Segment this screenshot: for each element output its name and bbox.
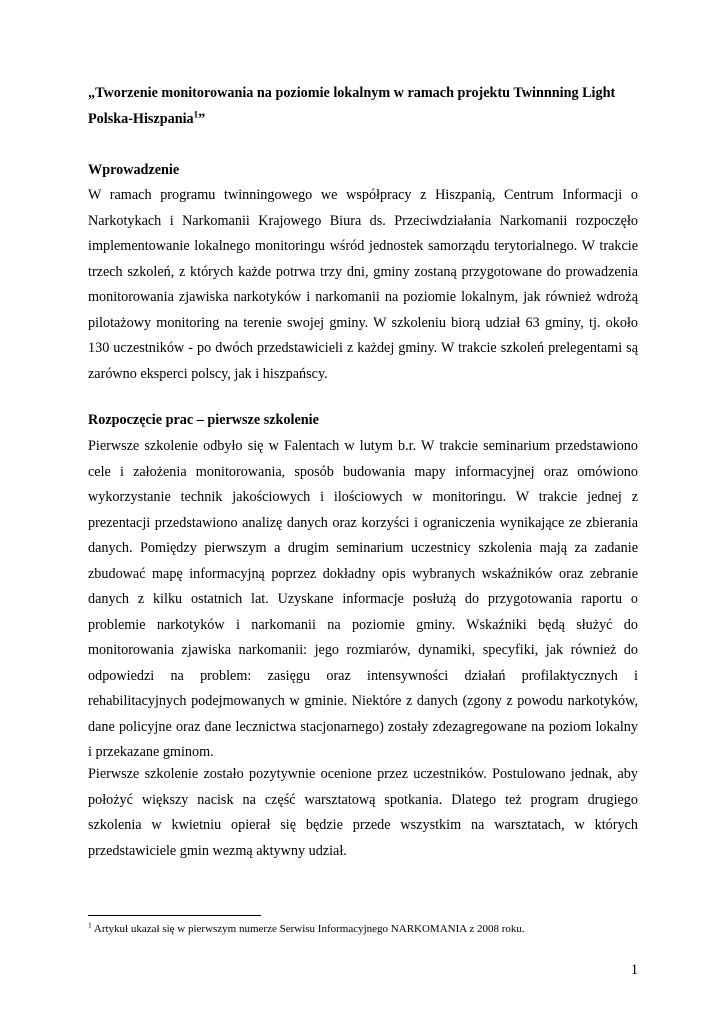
paragraph-evaluation: Pierwsze szkolenie zostało pozytywnie ocenione przez uczestników. Postulowano jednak, aby położyć większy nacisk na część warsztatową spotkania. Dlatego też program drugiego szkolenia w kwietniu opierał się będzie przede wszystkim na warsztatach, w których przedstawiciele gmin wezmą aktywny udział.: [88, 766, 638, 859]
title-footnote-ref[interactable]: 1: [193, 108, 199, 119]
paragraph-introduction: W ramach programu twinningowego we współpracy z Hiszpanią, Centrum Informacji o Narkotykach i Narkomanii Krajowego Biura ds. Przeciwdziałania Narkomanii rozpoczęło implementowanie lokalnego monitoringu wśród jednostek samorządu terytorialnego. W trakcie trzech szkoleń, z których każde potrwa trzy dni, gminy zostaną przygotowane do prowadzenia monitorowania zjawiska narkotyków i narkomanii na poziomie lokalnym, jak również wdrożą pilotażowy monitoring na terenie swojej gminy. W szkoleniu biorą udział 63 gminy, tj. około 130 uczestników - po dwóch przedstawicieli z każdej gminy. W trakcie szkoleń prelegentami są zarówno eksperci polscy, jak i hiszpańscy.: [88, 187, 638, 382]
document-title: [88, 81, 638, 132]
footnote-marker: 1: [88, 920, 92, 930]
footnote-separator: [88, 915, 261, 916]
page-number: 1: [630, 962, 638, 978]
title-closing-quote: ”: [198, 110, 206, 127]
footnote: [88, 922, 648, 936]
paragraph-first-training: Pierwsze szkolenie odbyło się w Falentach w lutym b.r. W trakcie seminarium przedstawiono cele i założenia monitorowania, sposób budowania mapy informacyjnej oraz omówiono wykorzystanie technik jakościowych i ilościowych w monitoringu. W trakcie jednej z prezentacji przedstawiono analizę danych oraz korzyści i ograniczenia wynikające ze zbierania danych. Pomiędzy pierwszym a drugim seminarium uczestnicy szkolenia mają za zadanie zbudować mapę informacyjną poprzez dokładny opis wybranych wskaźników oraz zebranie danych z kilku ostatnich lat. Uzyskane informacje posłużą do przygotowania raportu o problemie narkotyków i narkomanii na poziomie gminy. Wskaźniki będą służyć do monitorowania zjawiska narkomanii: jego rozmiarów, dynamiki, specyfiki, jak również do odpowiedzi na problem: zasięgu oraz intensywności działań profilaktycznych i rehabilitacyjnych podejmowanych w gminie. Niektóre z danych (zgony z powodu narkotyków, dane policyjne oraz dane lecznictwa stacjonarnego) zostały zdezagregowane na poziom lokalny i przekazane gminom.: [88, 438, 638, 760]
footnote-text: Artykuł ukazał się w pierwszym numerze Serwisu Informacyjnego NARKOMANIA z 2008 roku.: [91, 923, 525, 935]
section-heading-introduction: Wprowadzenie: [88, 162, 180, 178]
title-text: „Tworzenie monitorowania na poziomie lokalnym w ramach projektu Twinnning Light Polska-Hiszpania: [88, 85, 616, 127]
section-heading-first-training: Rozpoczęcie prac – pierwsze szkolenie: [88, 412, 319, 428]
